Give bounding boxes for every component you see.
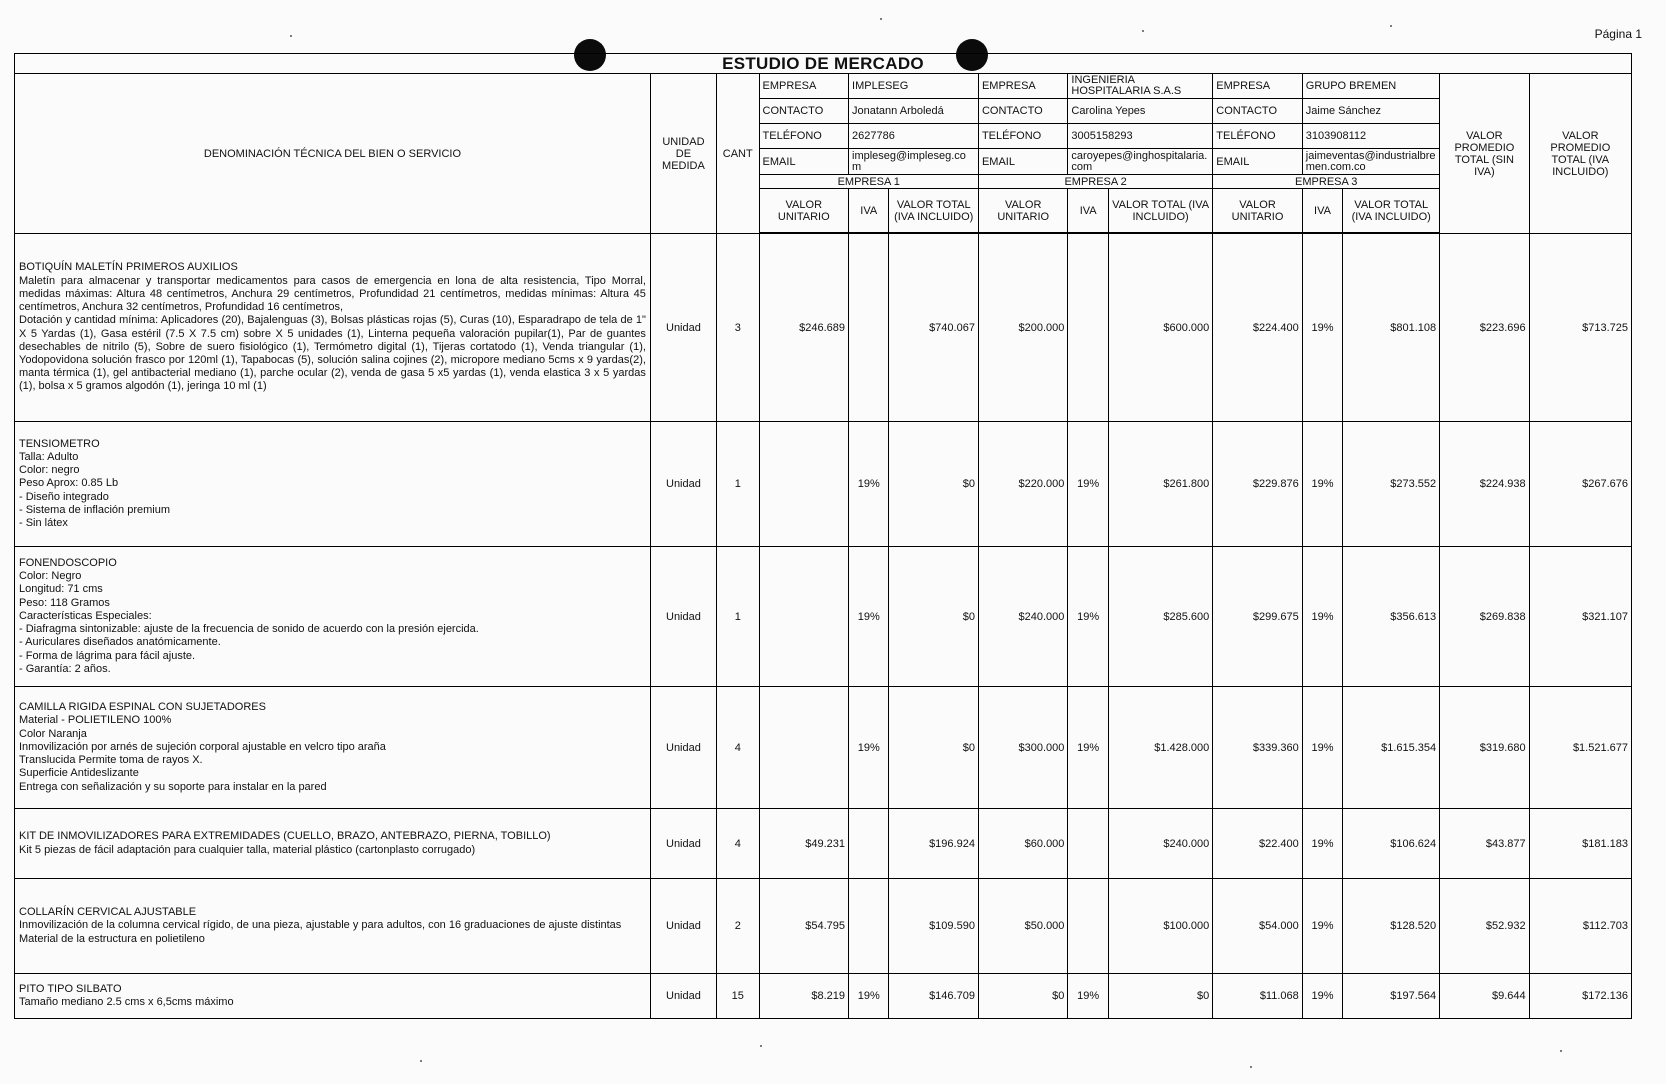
e2-total: $240.000 (1108, 809, 1212, 879)
e3-iva: 19% (1302, 809, 1342, 879)
e2-total: $100.000 (1108, 879, 1212, 974)
item-unit: Unidad (650, 422, 716, 547)
e2-total: $261.800 (1108, 422, 1212, 547)
item-qty: 2 (716, 879, 759, 974)
e3-unit-price: $54.000 (1213, 879, 1302, 974)
header-unidad: UNIDAD DE MEDIDA (650, 74, 716, 234)
empresa-group-1: EMPRESA 1 (759, 175, 978, 189)
e3-total: $273.552 (1343, 422, 1440, 547)
e1-total: $0 (889, 687, 978, 809)
e1-total: $0 (889, 422, 978, 547)
item-line: - Forma de lágrima para fácil ajuste. (19, 649, 196, 662)
item-description (15, 687, 651, 809)
e2-unit-price: $240.000 (978, 547, 1067, 687)
item-description (15, 974, 651, 1019)
company-3-phone: 3103908112 (1302, 124, 1439, 149)
market-study-table (14, 73, 1632, 1019)
item-description (15, 234, 651, 422)
item-line: - Auriculares diseñados anatómicamente. (19, 636, 221, 649)
item-qty: 1 (716, 422, 759, 547)
header-iva: IVA (1068, 189, 1108, 233)
empresa-group-3: EMPRESA 3 (1213, 175, 1440, 189)
e2-total: $0 (1108, 974, 1212, 1019)
e3-total: $801.108 (1343, 234, 1440, 422)
scan-speck (1142, 30, 1144, 32)
item-description (15, 879, 651, 974)
item-title: COLLARÍN CERVICAL AJUSTABLE (19, 906, 197, 919)
item-line: Longitud: 71 cms (19, 583, 103, 596)
item-line: - Garantía: 2 años. (19, 662, 111, 675)
item-line: - Sistema de inflación premium (19, 503, 171, 516)
item-unit: Unidad (650, 234, 716, 422)
item-line: Color: Negro (19, 570, 82, 583)
header-iva: IVA (849, 189, 889, 233)
header-cant: CANT (716, 74, 759, 234)
table-row (15, 422, 1632, 547)
e3-unit-price: $22.400 (1213, 809, 1302, 879)
page-number: Página 1 (1594, 27, 1642, 41)
avg-no-iva: $319.680 (1440, 687, 1529, 809)
e3-iva: 19% (1302, 547, 1342, 687)
header-valor-total: VALOR TOTAL (IVA INCLUIDO) (1343, 189, 1440, 233)
e1-iva (849, 809, 889, 879)
table-row (15, 879, 1632, 974)
avg-no-iva: $223.696 (1440, 234, 1529, 422)
item-line: Características Especiales: (19, 609, 152, 622)
company-3-email: jaimeventas@industrialbremen.com.co (1302, 149, 1439, 175)
company-2-email: caroyepes@inghospitalaria.com (1068, 149, 1213, 175)
e2-unit-price: $200.000 (978, 234, 1067, 422)
header-valor-unitario: VALOR UNITARIO (759, 189, 848, 233)
avg-no-iva: $52.932 (1440, 879, 1529, 974)
item-line: Kit 5 piezas de fácil adaptación para cualquier talla, material plástico (cartonplasto corrugado) (19, 843, 476, 856)
e1-total: $740.067 (889, 234, 978, 422)
item-description (15, 809, 651, 879)
e2-total: $1.428.000 (1108, 687, 1212, 809)
document-title: ESTUDIO DE MERCADO (14, 53, 1632, 73)
e2-iva: 19% (1068, 422, 1108, 547)
item-line: Inmovilización de la columna cervical rígido, de una pieza, ajustable y para adultos, con 16 graduaciones de ajuste distintas (19, 919, 622, 932)
avg-with-iva: $112.703 (1529, 879, 1631, 974)
telefono-label: TELÉFONO (978, 124, 1067, 149)
avg-with-iva: $713.725 (1529, 234, 1631, 422)
e2-unit-price: $0 (978, 974, 1067, 1019)
empresa-label: EMPRESA (759, 74, 848, 99)
avg-with-iva: $172.136 (1529, 974, 1631, 1019)
e1-unit-price: $246.689 (759, 234, 848, 422)
header-valor-total: VALOR TOTAL (IVA INCLUIDO) (1108, 189, 1212, 233)
item-line: - Sin látex (19, 517, 68, 529)
item-line: Color Naranja (19, 727, 87, 740)
item-qty: 4 (716, 809, 759, 879)
item-line: Tamaño mediano 2.5 cms x 6,5cms máximo (19, 996, 234, 1008)
item-title: TENSIOMETRO (19, 437, 100, 450)
empresa-group-2: EMPRESA 2 (978, 175, 1212, 189)
table-row (15, 547, 1632, 687)
e3-unit-price: $224.400 (1213, 234, 1302, 422)
email-label: EMAIL (759, 149, 848, 175)
empresa-label: EMPRESA (978, 74, 1067, 99)
header-iva: IVA (1302, 189, 1342, 233)
e2-unit-price: $60.000 (978, 809, 1067, 879)
scan-speck (420, 1060, 422, 1062)
e1-total: $109.590 (889, 879, 978, 974)
item-unit: Unidad (650, 879, 716, 974)
company-1-email: impleseg@impleseg.com (849, 149, 979, 175)
e3-total: $1.615.354 (1343, 687, 1440, 809)
e2-total: $285.600 (1108, 547, 1212, 687)
avg-no-iva: $269.838 (1440, 547, 1529, 687)
avg-no-iva: $43.877 (1440, 809, 1529, 879)
avg-with-iva: $321.107 (1529, 547, 1631, 687)
header-valor-unitario: VALOR UNITARIO (978, 189, 1067, 233)
item-line: - Diseño integrado (19, 490, 109, 503)
item-line: Inmovilización por arnés de sujeción corporal ajustable en velcro tipo araña (19, 740, 386, 753)
table-row (15, 234, 1632, 422)
item-line: Dotación y cantidad mínima: Aplicadores (20), Bajalenguas (3), Bolsas plásticas rojas (5), Curas (10), Esparadrapo de tela de 1" X 5 Yardas (1), Gasa estéril (7.5 X 7.5 cm) sobre X 5 unidades (1), Linterna pequeña valoración pupilar(1), Par de guantes desechables de nitrilo (5), Sobre de suero fisiológico (1), Termómetro digital (1), Tijeras cortatodo (1), Venda triangular (1), Yodopovidona solución frasco por 120ml (1), Tapabocas (5), solución salina cojines (2), micropore mediano 5cms x 9 yardas(2), manta térmica (1), gel antibacterial mediano (1), parche ocular (2), venda de gasa 5 x5 yardas (1), venda elastica 3 x 5 yardas (1), bolsa x 5 gramos algodón (1), jeringa 10 ml (1) (19, 314, 646, 393)
email-label: EMAIL (978, 149, 1067, 175)
company-3-name: GRUPO BREMEN (1302, 74, 1439, 99)
company-2-contact: Carolina Yepes (1068, 99, 1213, 124)
item-description (15, 547, 651, 687)
company-3-contact: Jaime Sánchez (1302, 99, 1439, 124)
item-qty: 3 (716, 234, 759, 422)
e2-unit-price: $220.000 (978, 422, 1067, 547)
telefono-label: TELÉFONO (1213, 124, 1302, 149)
company-2-name: INGENIERIA HOSPITALARIA S.A.S (1068, 74, 1213, 99)
item-qty: 4 (716, 687, 759, 809)
item-line: Entrega con señalización y su soporte para instalar en la pared (19, 780, 327, 793)
scan-speck (1390, 25, 1392, 27)
e1-unit-price (759, 422, 848, 547)
item-qty: 15 (716, 974, 759, 1019)
scan-speck (1250, 1066, 1252, 1068)
e2-iva (1068, 879, 1108, 974)
e3-total: $356.613 (1343, 547, 1440, 687)
item-description (15, 422, 651, 547)
e1-unit-price: $54.795 (759, 879, 848, 974)
item-line: Maletín para almacenar y transportar medicamentos para casos de emergencia en lona de alta resistencia, Tipo Morral, medidas máximas: Altura 48 centímetros, Anchura 29 centímetros, Profundidad 21 centímetros, medidas mínimas: Altura 45 centímetros, Anchura 32 centímetros, Profundidad 16 centímetros, (19, 274, 646, 314)
company-1-phone: 2627786 (849, 124, 979, 149)
e1-iva: 19% (849, 547, 889, 687)
e3-total: $128.520 (1343, 879, 1440, 974)
table-row (15, 809, 1632, 879)
e1-iva (849, 234, 889, 422)
e1-iva (849, 879, 889, 974)
scan-speck (880, 18, 882, 20)
e1-unit-price: $49.231 (759, 809, 848, 879)
e2-iva: 19% (1068, 547, 1108, 687)
item-line: - Diafragma sintonizable: ajuste de la frecuencia de sonido de acuerdo con la presión ejercida. (19, 623, 479, 636)
header-promedio-con-iva: VALOR PROMEDIO TOTAL (IVA INCLUIDO) (1529, 74, 1631, 234)
e3-iva: 19% (1302, 879, 1342, 974)
email-label: EMAIL (1213, 149, 1302, 175)
item-line: Material de la estructura en polietileno (19, 932, 205, 945)
e2-iva (1068, 234, 1108, 422)
e3-iva: 19% (1302, 974, 1342, 1019)
e2-iva: 19% (1068, 974, 1108, 1019)
e2-total: $600.000 (1108, 234, 1212, 422)
item-qty: 1 (716, 547, 759, 687)
item-line: Material - POLIETILENO 100% (19, 714, 172, 727)
avg-no-iva: $224.938 (1440, 422, 1529, 547)
e2-iva (1068, 809, 1108, 879)
header-valor-unitario: VALOR UNITARIO (1213, 189, 1302, 233)
e3-unit-price: $339.360 (1213, 687, 1302, 809)
telefono-label: TELÉFONO (759, 124, 848, 149)
item-title: BOTIQUÍN MALETÍN PRIMEROS AUXILIOS (19, 261, 238, 274)
item-title: PITO TIPO SILBATO (19, 982, 122, 995)
e1-iva: 19% (849, 687, 889, 809)
e3-unit-price: $229.876 (1213, 422, 1302, 547)
item-line: Translucida Permite toma de rayos X. (19, 754, 203, 767)
e3-total: $106.624 (1343, 809, 1440, 879)
e2-unit-price: $300.000 (978, 687, 1067, 809)
e3-iva: 19% (1302, 422, 1342, 547)
company-1-name: IMPLESEG (849, 74, 979, 99)
avg-with-iva: $267.676 (1529, 422, 1631, 547)
e1-total: $146.709 (889, 974, 978, 1019)
header-valor-total: VALOR TOTAL (IVA INCLUIDO) (889, 189, 978, 233)
scan-speck (1560, 1050, 1562, 1052)
e1-unit-price: $8.219 (759, 974, 848, 1019)
item-title: FONENDOSCOPIO (19, 557, 117, 570)
item-unit: Unidad (650, 547, 716, 687)
e3-total: $197.564 (1343, 974, 1440, 1019)
avg-with-iva: $1.521.677 (1529, 687, 1631, 809)
item-unit: Unidad (650, 687, 716, 809)
e2-unit-price: $50.000 (978, 879, 1067, 974)
company-2-phone: 3005158293 (1068, 124, 1213, 149)
table-row (15, 974, 1632, 1019)
item-unit: Unidad (650, 809, 716, 879)
item-line: Superficie Antideslizante (19, 767, 139, 780)
header-denominacion: DENOMINACIÓN TÉCNICA DEL BIEN O SERVICIO (15, 74, 651, 234)
contacto-label: CONTACTO (978, 99, 1067, 124)
header-promedio-sin-iva: VALOR PROMEDIO TOTAL (SIN IVA) (1440, 74, 1529, 234)
item-line: Peso Aprox: 0.85 Lb (19, 477, 119, 490)
e2-iva: 19% (1068, 687, 1108, 809)
e3-unit-price: $11.068 (1213, 974, 1302, 1019)
e1-unit-price (759, 687, 848, 809)
e1-total: $0 (889, 547, 978, 687)
item-line: Peso: 118 Gramos (19, 596, 110, 609)
e3-iva: 19% (1302, 234, 1342, 422)
item-title: KIT DE INMOVILIZADORES PARA EXTREMIDADES (CUELLO, BRAZO, ANTEBRAZO, PIERNA, TOBILLO) (19, 830, 551, 843)
e1-total: $196.924 (889, 809, 978, 879)
item-unit: Unidad (650, 974, 716, 1019)
scan-speck (760, 1045, 762, 1047)
scan-speck (290, 35, 292, 37)
contacto-label: CONTACTO (759, 99, 848, 124)
contacto-label: CONTACTO (1213, 99, 1302, 124)
table-row (15, 687, 1632, 809)
e1-iva: 19% (849, 422, 889, 547)
empresa-label: EMPRESA (1213, 74, 1302, 99)
item-title: CAMILLA RIGIDA ESPINAL CON SUJETADORES (19, 701, 266, 714)
e1-iva: 19% (849, 974, 889, 1019)
item-line: Talla: Adulto (19, 450, 79, 463)
e3-unit-price: $299.675 (1213, 547, 1302, 687)
item-line: Color: negro (19, 464, 80, 477)
company-1-contact: Jonatann Arboledá (849, 99, 979, 124)
avg-with-iva: $181.183 (1529, 809, 1631, 879)
e1-unit-price (759, 547, 848, 687)
e3-iva: 19% (1302, 687, 1342, 809)
avg-no-iva: $9.644 (1440, 974, 1529, 1019)
